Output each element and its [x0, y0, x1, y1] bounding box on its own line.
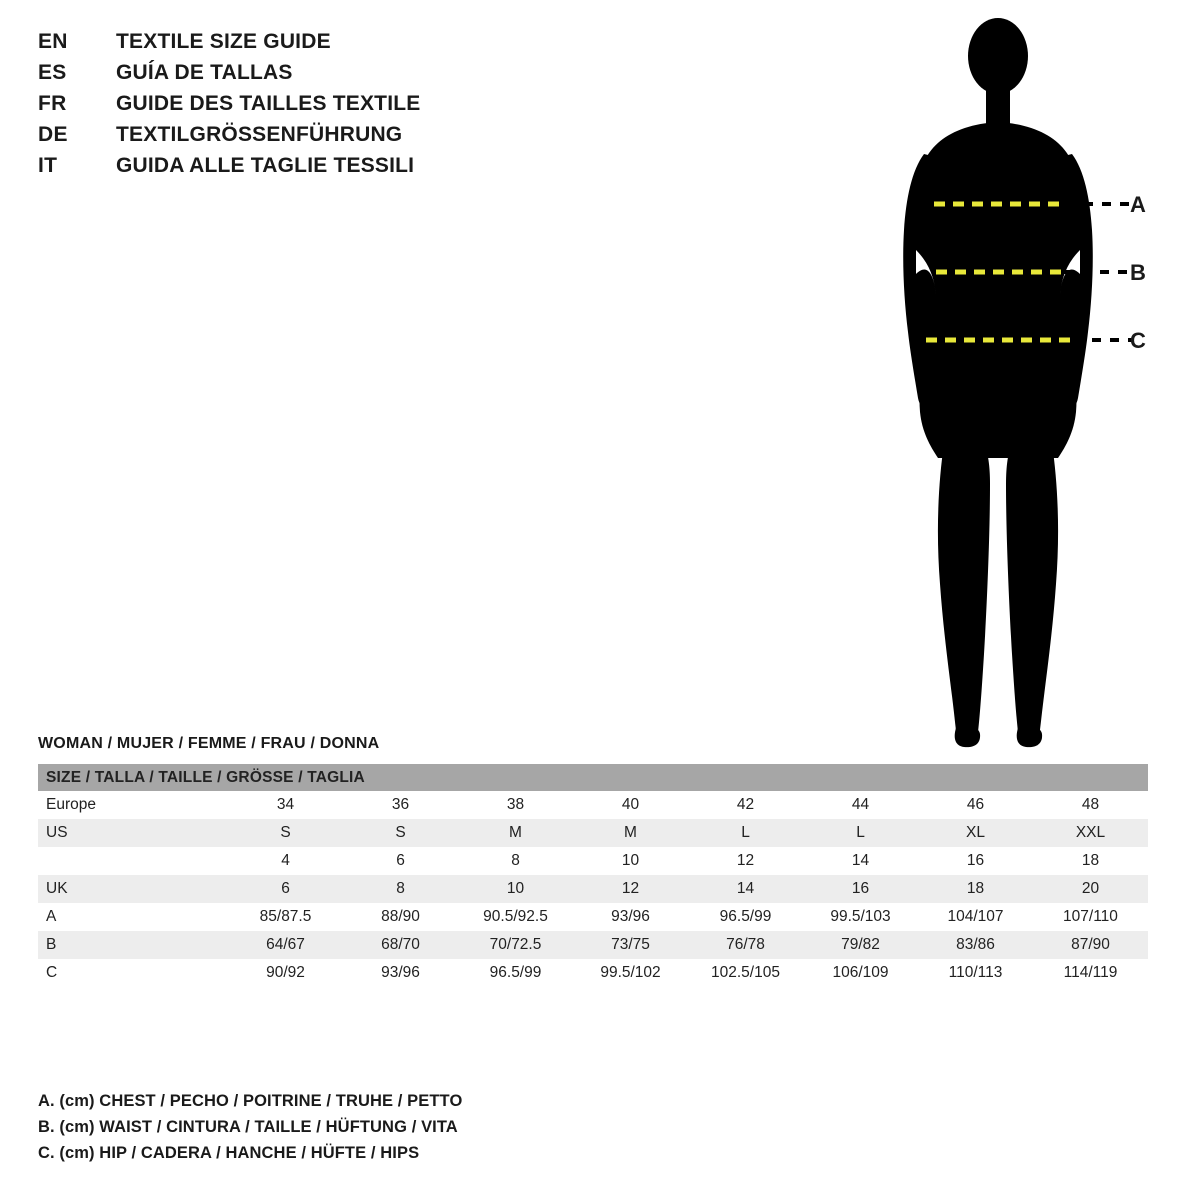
- cell: 4: [228, 847, 343, 875]
- cell: 36: [343, 791, 458, 819]
- footnotes-block: [38, 1088, 738, 1166]
- cell: 104/107: [918, 903, 1033, 931]
- cell: S: [228, 819, 343, 847]
- title-row: [38, 61, 578, 92]
- title-text-de: TEXTILGRÖSSENFÜHRUNG: [116, 123, 403, 146]
- cell: 10: [573, 847, 688, 875]
- cell: 87/90: [1033, 931, 1148, 959]
- cell: 76/78: [688, 931, 803, 959]
- cell: XXL: [1033, 819, 1148, 847]
- cell: 42: [688, 791, 803, 819]
- callout-letter-c: C: [1130, 328, 1146, 353]
- title-block: [38, 30, 578, 185]
- cell: 12: [573, 875, 688, 903]
- female-silhouette-figure: [860, 14, 1190, 759]
- cell: 12: [688, 847, 803, 875]
- cell: 85/87.5: [228, 903, 343, 931]
- woman-silhouette-shape: [903, 18, 1093, 747]
- size-table-section: [38, 735, 1163, 987]
- table-row: [38, 931, 1148, 959]
- title-text-es: GUÍA DE TALLAS: [116, 61, 293, 84]
- title-row: [38, 123, 578, 154]
- cell: 68/70: [343, 931, 458, 959]
- cell: 14: [803, 847, 918, 875]
- cell: 106/109: [803, 959, 918, 987]
- cell: 90.5/92.5: [458, 903, 573, 931]
- cell: 40: [573, 791, 688, 819]
- cell: S: [343, 819, 458, 847]
- cell: L: [688, 819, 803, 847]
- title-text-it: GUIDA ALLE TAGLIE TESSILI: [116, 154, 415, 177]
- title-lang-fr: FR: [38, 92, 67, 115]
- cell: 96.5/99: [458, 959, 573, 987]
- cell: 8: [343, 875, 458, 903]
- table-row: [38, 903, 1148, 931]
- cell: 46: [918, 791, 1033, 819]
- cell: M: [458, 819, 573, 847]
- table-header-row: [38, 764, 1148, 791]
- cell: 88/90: [343, 903, 458, 931]
- cell: 110/113: [918, 959, 1033, 987]
- title-row: [38, 92, 578, 123]
- cell: 14: [688, 875, 803, 903]
- title-lang-en: EN: [38, 30, 68, 53]
- row-label: [38, 847, 228, 875]
- title-lang-es: ES: [38, 61, 67, 84]
- title-row: [38, 30, 578, 61]
- cell: M: [573, 819, 688, 847]
- row-label: UK: [38, 875, 228, 903]
- table-row: [38, 959, 1148, 987]
- footnote-hip: C. (cm) HIP / CADERA / HANCHE / HÜFTE / HIPS: [38, 1144, 420, 1162]
- cell: 93/96: [343, 959, 458, 987]
- cell: 64/67: [228, 931, 343, 959]
- footnote-chest: A. (cm) CHEST / PECHO / POITRINE / TRUHE / PETTO: [38, 1092, 463, 1110]
- silhouette-svg: [860, 14, 1190, 759]
- table-row: [38, 875, 1148, 903]
- cell: 99.5/102: [573, 959, 688, 987]
- callout-letter-b: B: [1130, 260, 1146, 285]
- title-lang-de: DE: [38, 123, 68, 146]
- cell: 8: [458, 847, 573, 875]
- cell: 6: [228, 875, 343, 903]
- cell: 102.5/105: [688, 959, 803, 987]
- table-header-cell: SIZE / TALLA / TAILLE / GRÖSSE / TAGLIA: [38, 764, 1148, 791]
- title-row: [38, 154, 578, 185]
- cell: 18: [1033, 847, 1148, 875]
- cell: 48: [1033, 791, 1148, 819]
- size-table: [38, 764, 1148, 987]
- cell: 107/110: [1033, 903, 1148, 931]
- table-row: [38, 847, 1148, 875]
- row-label: Europe: [38, 791, 228, 819]
- row-label: C: [38, 959, 228, 987]
- cell: 114/119: [1033, 959, 1148, 987]
- cell: 83/86: [918, 931, 1033, 959]
- cell: 90/92: [228, 959, 343, 987]
- table-row: [38, 791, 1148, 819]
- cell: 73/75: [573, 931, 688, 959]
- footnote-waist: B. (cm) WAIST / CINTURA / TAILLE / HÜFTUNG / VITA: [38, 1118, 458, 1136]
- cell: 38: [458, 791, 573, 819]
- title-text-fr: GUIDE DES TAILLES TEXTILE: [116, 92, 421, 115]
- cell: 34: [228, 791, 343, 819]
- table-row: [38, 819, 1148, 847]
- cell: 44: [803, 791, 918, 819]
- title-text-en: TEXTILE SIZE GUIDE: [116, 30, 331, 53]
- cell: 10: [458, 875, 573, 903]
- cell: 16: [803, 875, 918, 903]
- woman-section-label: WOMAN / MUJER / FEMME / FRAU / DONNA: [38, 735, 380, 752]
- cell: 70/72.5: [458, 931, 573, 959]
- cell: 20: [1033, 875, 1148, 903]
- cell: XL: [918, 819, 1033, 847]
- cell: 96.5/99: [688, 903, 803, 931]
- title-lang-it: IT: [38, 154, 58, 177]
- row-label: B: [38, 931, 228, 959]
- cell: 6: [343, 847, 458, 875]
- cell: 79/82: [803, 931, 918, 959]
- cell: L: [803, 819, 918, 847]
- row-label: A: [38, 903, 228, 931]
- cell: 99.5/103: [803, 903, 918, 931]
- cell: 16: [918, 847, 1033, 875]
- row-label: US: [38, 819, 228, 847]
- callout-letter-a: A: [1130, 192, 1146, 217]
- cell: 93/96: [573, 903, 688, 931]
- cell: 18: [918, 875, 1033, 903]
